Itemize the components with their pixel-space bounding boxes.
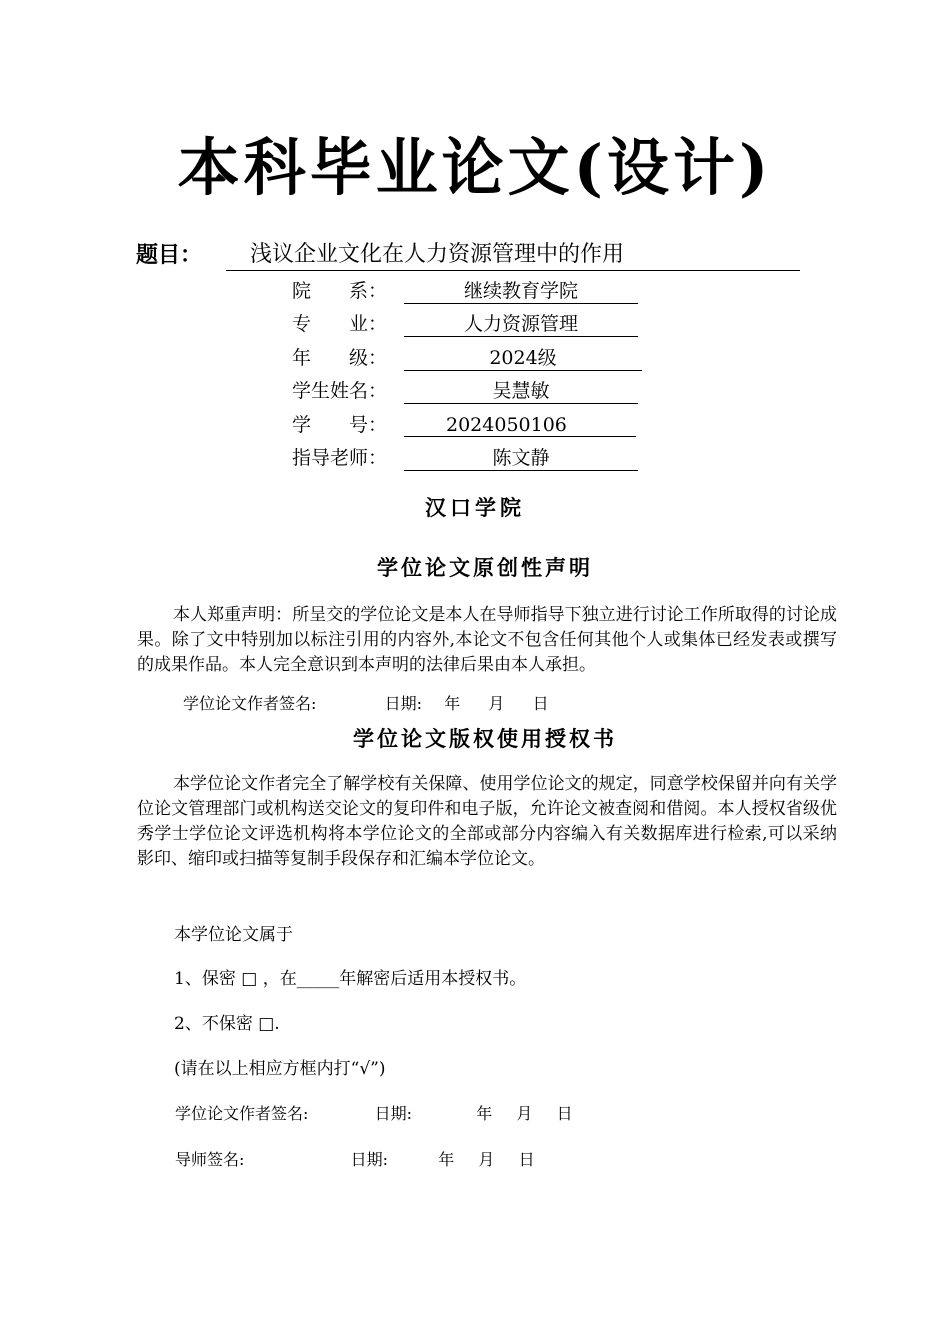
- option2-prefix: 2、不保密: [174, 1014, 253, 1034]
- student-id-label: 学 号：: [292, 414, 388, 436]
- major-value: 人力资源管理: [404, 311, 638, 337]
- originality-month: 月: [488, 694, 505, 713]
- info-row-department: [292, 278, 578, 304]
- author-year: 年: [476, 1104, 493, 1123]
- student-name-label: 学生姓名：: [292, 380, 388, 402]
- originality-day: 日: [532, 694, 549, 713]
- info-row-grade: [292, 345, 557, 371]
- major-label: 专 业：: [292, 313, 388, 335]
- department-value: 继续教育学院: [404, 278, 638, 304]
- info-row-advisor: [292, 445, 550, 471]
- advisor-label: 指导老师：: [292, 447, 388, 469]
- advisor-signature-line: [175, 1148, 535, 1172]
- school-name: 汉口学院: [425, 495, 525, 520]
- checkbox-instruction: (请在以上相应方框内打“√”): [174, 1059, 386, 1079]
- originality-body: [137, 603, 837, 678]
- author-sign-label: 学位论文作者签名:: [175, 1104, 309, 1123]
- student-id-value: 2024050106: [404, 412, 636, 437]
- originality-year: 年: [444, 694, 461, 713]
- main-title: 本科毕业论文(设计): [177, 131, 773, 204]
- advisor-year: 年: [438, 1150, 455, 1169]
- advisor-day: 日: [518, 1150, 535, 1169]
- option-not-confidential: [174, 1012, 280, 1036]
- option1-prefix: 1、保密: [174, 969, 236, 989]
- option1-mid: ，在: [262, 969, 297, 989]
- author-signature-line: [175, 1102, 573, 1126]
- author-month: 月: [516, 1104, 533, 1123]
- advisor-date-label: 日期:: [350, 1150, 388, 1169]
- copyright-text: 本学位论文作者完全了解学校有关保障、使用学位论文的规定，同意学校保留并向有关学位论文管理部门或机构送交论文的复印件和电子版，允许论文被查阅和借阅。本人授权省级优秀学士学位论文评选机构将本学位论文的全部或部分内容编入有关数据库进行检索,可以采纳影印、缩印或扫描等复制手段保存和汇编本学位论文。: [137, 774, 837, 869]
- author-date-label: 日期:: [374, 1104, 412, 1123]
- advisor-value: 陈文静: [404, 445, 638, 471]
- info-row-major: [292, 311, 578, 337]
- advisor-sign-label: 导师签名:: [175, 1150, 245, 1169]
- grade-label: 年 级：: [292, 347, 388, 369]
- info-row-student-id: [292, 412, 567, 438]
- originality-sign-label: 学位论文作者签名:: [183, 694, 317, 713]
- info-row-student-name: [292, 378, 550, 404]
- grade-value: 2024级: [404, 345, 642, 371]
- confidential-checkbox[interactable]: □: [241, 969, 258, 989]
- copyright-title: 学位论文版权使用授权书: [353, 726, 617, 751]
- originality-date-label: 日期:: [384, 694, 422, 713]
- originality-signature-line: [183, 692, 549, 716]
- author-day: 日: [556, 1104, 573, 1123]
- copyright-belongs: 本学位论文属于: [174, 925, 293, 945]
- topic-label: 题目：: [136, 242, 203, 268]
- topic-value: 浅议企业文化在人力资源管理中的作用: [226, 240, 800, 271]
- option-confidential: [174, 967, 526, 991]
- originality-title: 学位论文原创性声明: [377, 555, 593, 580]
- advisor-month: 月: [478, 1150, 495, 1169]
- department-label: 院 系：: [292, 280, 388, 302]
- copyright-body: [137, 772, 837, 872]
- student-name-value: 吴慧敏: [404, 378, 638, 404]
- year-blank: _____: [296, 969, 340, 989]
- originality-text: 本人郑重声明：所呈交的学位论文是本人在导师指导下独立进行讨论工作所取得的讨论成果。除了文中特别加以标注引用的内容外,本论文不包含任何其他个人或集体已经发表或撰写的成果作品。本人完全意识到本声明的法律后果由本人承担。: [137, 605, 837, 675]
- not-confidential-checkbox[interactable]: □.: [258, 1014, 280, 1034]
- option1-suffix: 年解密后适用本授权书。: [339, 969, 527, 989]
